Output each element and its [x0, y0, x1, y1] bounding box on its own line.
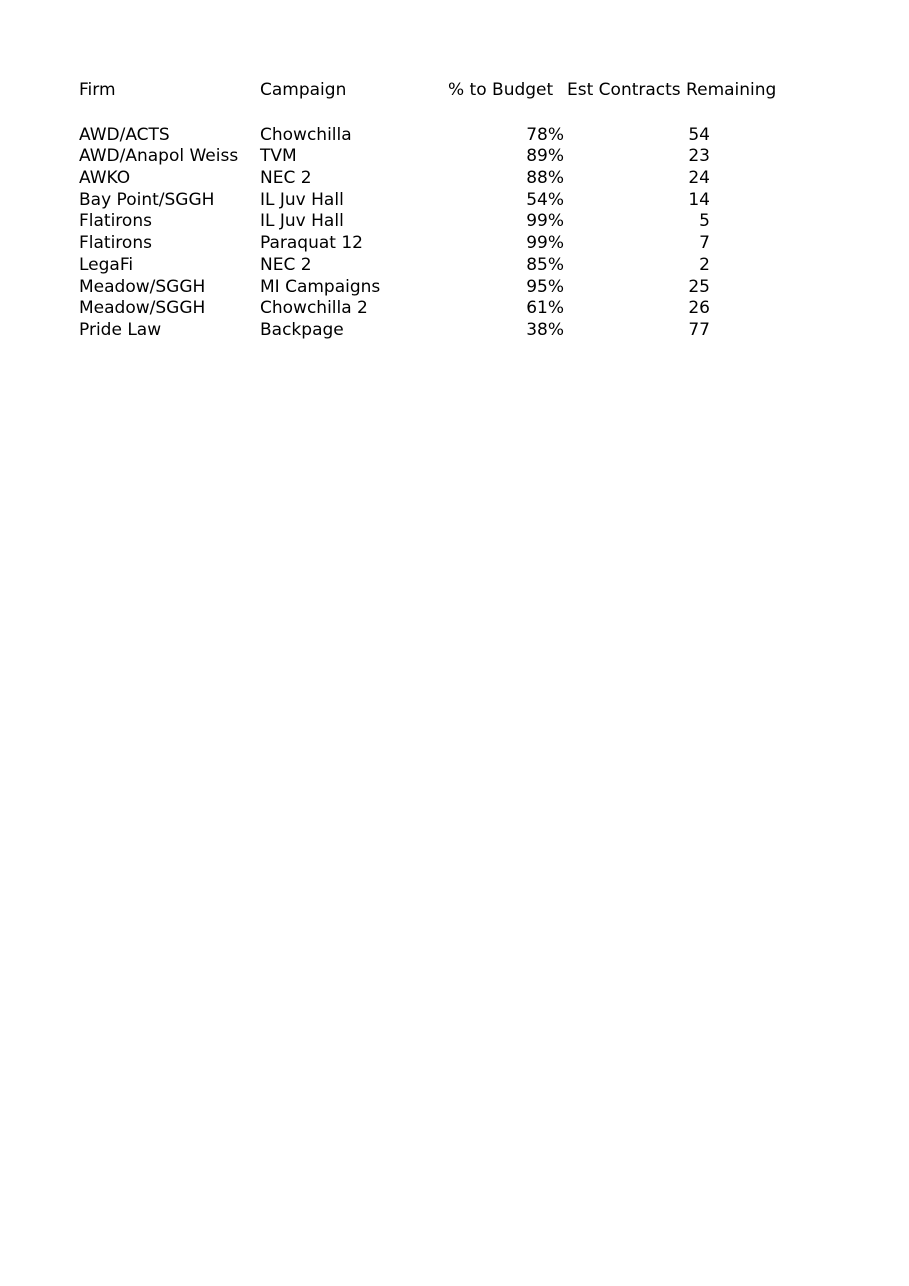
cell-campaign: NEC 2 [260, 254, 312, 275]
table-row [0, 255, 909, 277]
cell-pct-to-budget: 85% [526, 254, 564, 275]
cell-pct-to-budget: 99% [526, 211, 564, 232]
cell-est-contracts-remaining: 14 [688, 189, 710, 210]
column-header-firm: Firm [79, 80, 116, 100]
column-header-pct-to-budget: % to Budget [448, 80, 554, 100]
cell-est-contracts-remaining: 26 [688, 298, 710, 319]
table-body [0, 125, 909, 342]
table-row [0, 146, 909, 168]
cell-est-contracts-remaining: 77 [688, 319, 710, 340]
column-header-est-contracts-remaining: Est Contracts Remaining [567, 80, 777, 100]
table-row [0, 168, 909, 190]
cell-pct-to-budget: 95% [526, 276, 564, 297]
cell-firm: AWD/ACTS [79, 124, 170, 145]
cell-pct-to-budget: 54% [526, 189, 564, 210]
cell-pct-to-budget: 88% [526, 168, 564, 189]
cell-est-contracts-remaining: 2 [699, 254, 710, 275]
column-header-campaign: Campaign [260, 80, 347, 100]
cell-firm: Pride Law [79, 319, 162, 340]
cell-campaign: Chowchilla 2 [260, 298, 368, 319]
cell-campaign: Backpage [260, 319, 344, 340]
cell-firm: Flatirons [79, 211, 152, 232]
cell-pct-to-budget: 99% [526, 233, 564, 254]
cell-est-contracts-remaining: 7 [699, 233, 710, 254]
cell-firm: LegaFi [79, 254, 134, 275]
cell-campaign: IL Juv Hall [260, 189, 344, 210]
table-row [0, 320, 909, 342]
cell-campaign: NEC 2 [260, 168, 312, 189]
cell-campaign: Paraquat 12 [260, 233, 363, 254]
cell-pct-to-budget: 78% [526, 124, 564, 145]
cell-firm: Flatirons [79, 233, 152, 254]
cell-firm: Meadow/SGGH [79, 298, 206, 319]
cell-pct-to-budget: 61% [526, 298, 564, 319]
cell-est-contracts-remaining: 23 [688, 146, 710, 167]
cell-firm: AWD/Anapol Weiss [79, 146, 239, 167]
cell-firm: Bay Point/SGGH [79, 189, 215, 210]
table-row [0, 277, 909, 299]
cell-est-contracts-remaining: 25 [688, 276, 710, 297]
cell-pct-to-budget: 38% [526, 319, 564, 340]
table-row [0, 190, 909, 212]
cell-est-contracts-remaining: 5 [699, 211, 710, 232]
cell-firm: Meadow/SGGH [79, 276, 206, 297]
table-header-row [0, 80, 909, 102]
cell-est-contracts-remaining: 24 [688, 168, 710, 189]
table-row [0, 233, 909, 255]
cell-pct-to-budget: 89% [526, 146, 564, 167]
cell-campaign: MI Campaigns [260, 276, 381, 297]
cell-firm: AWKO [79, 168, 131, 189]
cell-campaign: IL Juv Hall [260, 211, 344, 232]
cell-campaign: TVM [260, 146, 297, 167]
cell-campaign: Chowchilla [260, 124, 352, 145]
table-row [0, 298, 909, 320]
table-row [0, 211, 909, 233]
cell-est-contracts-remaining: 54 [688, 124, 710, 145]
table-row [0, 125, 909, 147]
